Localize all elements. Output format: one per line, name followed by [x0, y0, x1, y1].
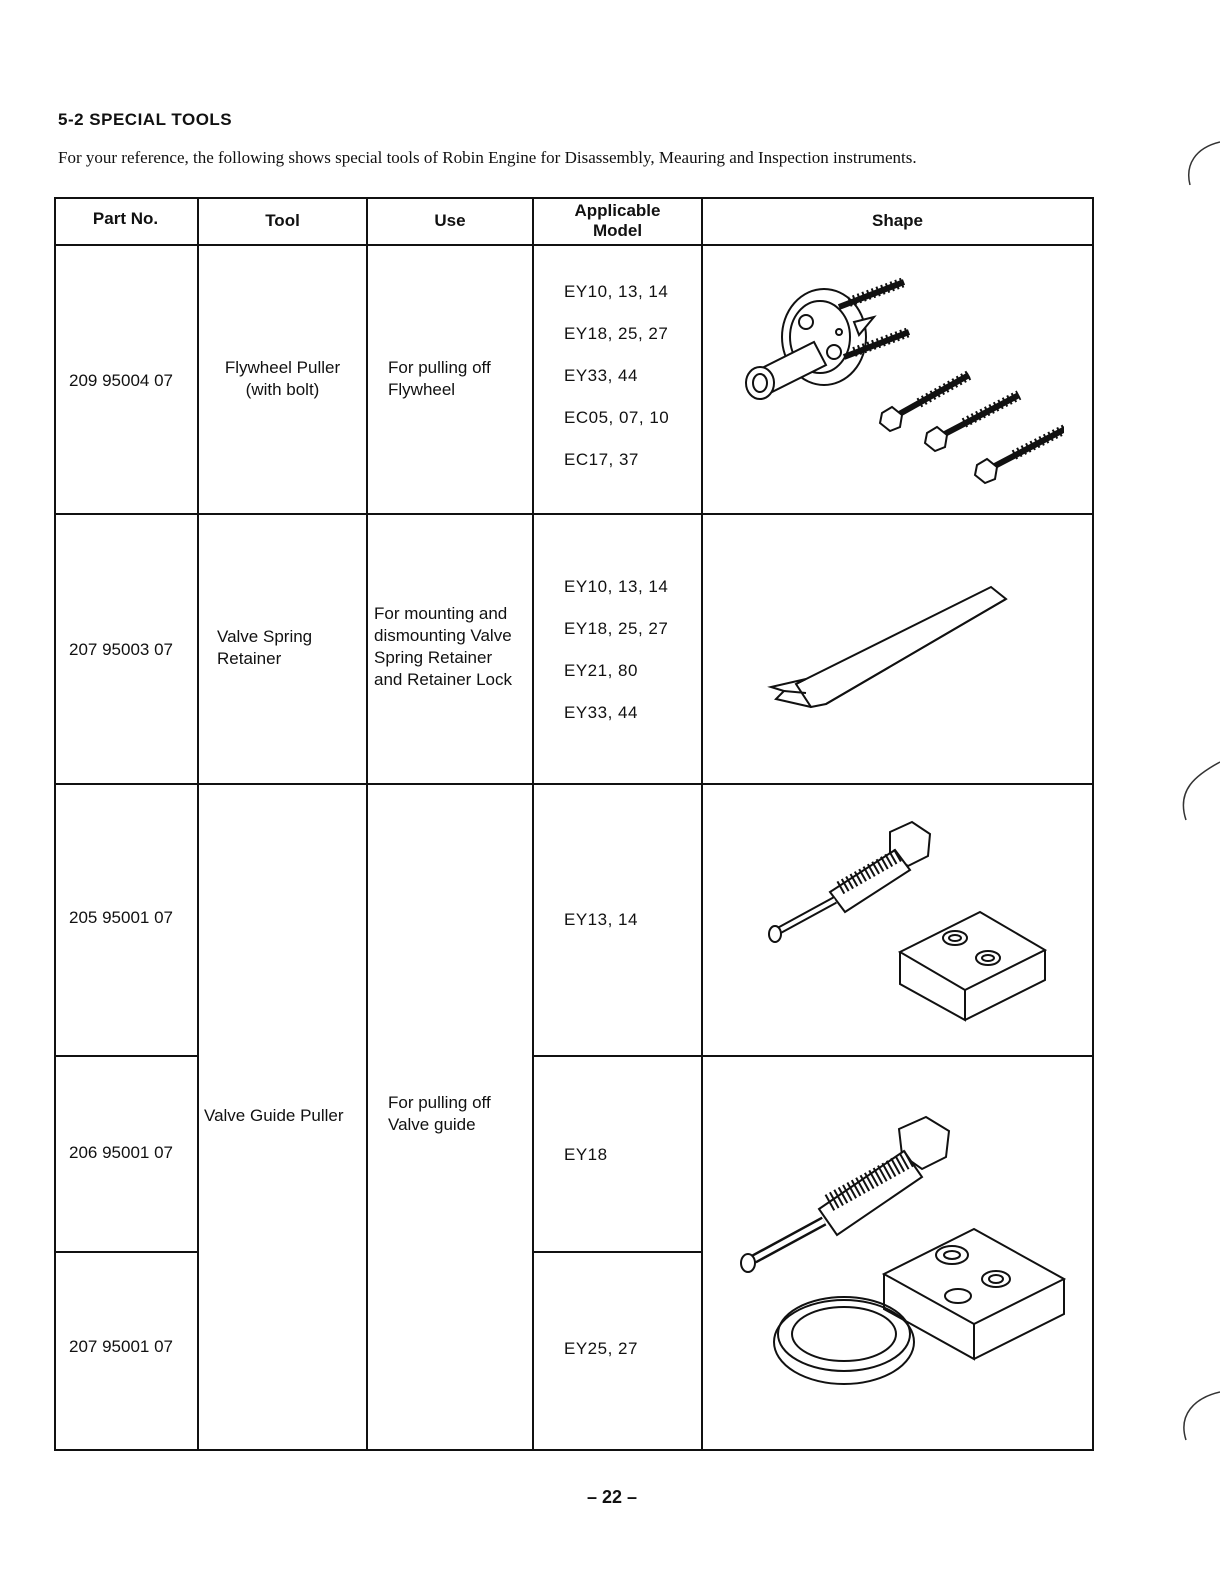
use-line: and Retainer Lock [374, 670, 512, 689]
model-list [564, 566, 668, 734]
header-shape: Shape [871, 211, 924, 230]
model-item: EC05, 07, 10 [564, 408, 670, 427]
header-applicable-model [534, 201, 701, 241]
use-line: For pulling off [388, 1093, 491, 1112]
binder-hole-mark [1176, 760, 1220, 835]
tool-line: (with bolt) [245, 380, 320, 399]
tool-cell [217, 626, 312, 670]
use-line: For mounting and [374, 604, 508, 623]
header-applicable-line2: Model [592, 221, 643, 240]
use-line: Valve guide [388, 1115, 476, 1134]
header-use: Use [434, 211, 466, 230]
section-title: 5-2 SPECIAL TOOLS [58, 110, 233, 129]
valve-guide-puller-small-illustration [760, 812, 1060, 1042]
tool-line: Valve Spring [217, 627, 313, 646]
model-item: EY10, 13, 14 [564, 577, 669, 596]
model-list [564, 899, 638, 941]
model-item: EY33, 44 [564, 703, 638, 722]
header-part-no: Part No. [92, 209, 159, 228]
use-line: Spring Retainer [374, 648, 493, 667]
model-item: EY25, 27 [564, 1339, 638, 1358]
use-line: Flywheel [388, 380, 456, 399]
part-no-cell: 206 95001 07 [69, 1143, 173, 1162]
page-number: – 22 – [586, 1487, 638, 1507]
model-item: EY33, 44 [564, 366, 638, 385]
model-item: EY21, 80 [564, 661, 638, 680]
model-item: EC17, 37 [564, 450, 639, 469]
binder-hole-mark [1180, 140, 1220, 205]
intro-paragraph: For your reference, the following shows special tools of Robin Engine for Disassembly, Meauring and Inspection instruments. [58, 148, 917, 167]
tool-line: Flywheel Puller [224, 358, 341, 377]
use-line: dismounting Valve [374, 626, 512, 645]
flywheel-puller-illustration [734, 277, 1064, 497]
model-item: EY18, 25, 27 [564, 619, 669, 638]
part-no-cell: 205 95001 07 [69, 908, 173, 927]
tool-cell [199, 357, 366, 401]
model-list [564, 271, 669, 481]
part-no-cell: 209 95004 07 [69, 371, 173, 390]
use-line: For pulling off [388, 358, 491, 377]
tool-line: Retainer [217, 649, 282, 668]
model-item: EY18 [564, 1145, 608, 1164]
model-item: EY13, 14 [564, 910, 638, 929]
model-item: EY18, 25, 27 [564, 324, 669, 343]
model-list [564, 1328, 638, 1370]
use-cell-merged [388, 1092, 491, 1136]
header-applicable-line1: Applicable [574, 201, 661, 220]
model-item: EY10, 13, 14 [564, 282, 669, 301]
valve-spring-retainer-tool-illustration [766, 579, 1016, 719]
special-tools-table [54, 197, 1094, 1451]
part-no-cell: 207 95001 07 [69, 1337, 173, 1356]
use-cell [388, 357, 491, 401]
binder-hole-mark [1176, 1390, 1220, 1455]
header-tool: Tool [265, 211, 300, 230]
model-list [564, 1134, 608, 1176]
use-cell [374, 603, 512, 691]
part-no-cell: 207 95003 07 [69, 640, 173, 659]
tool-cell-merged: Valve Guide Puller [204, 1106, 344, 1125]
valve-guide-puller-large-illustration [734, 1059, 1084, 1399]
